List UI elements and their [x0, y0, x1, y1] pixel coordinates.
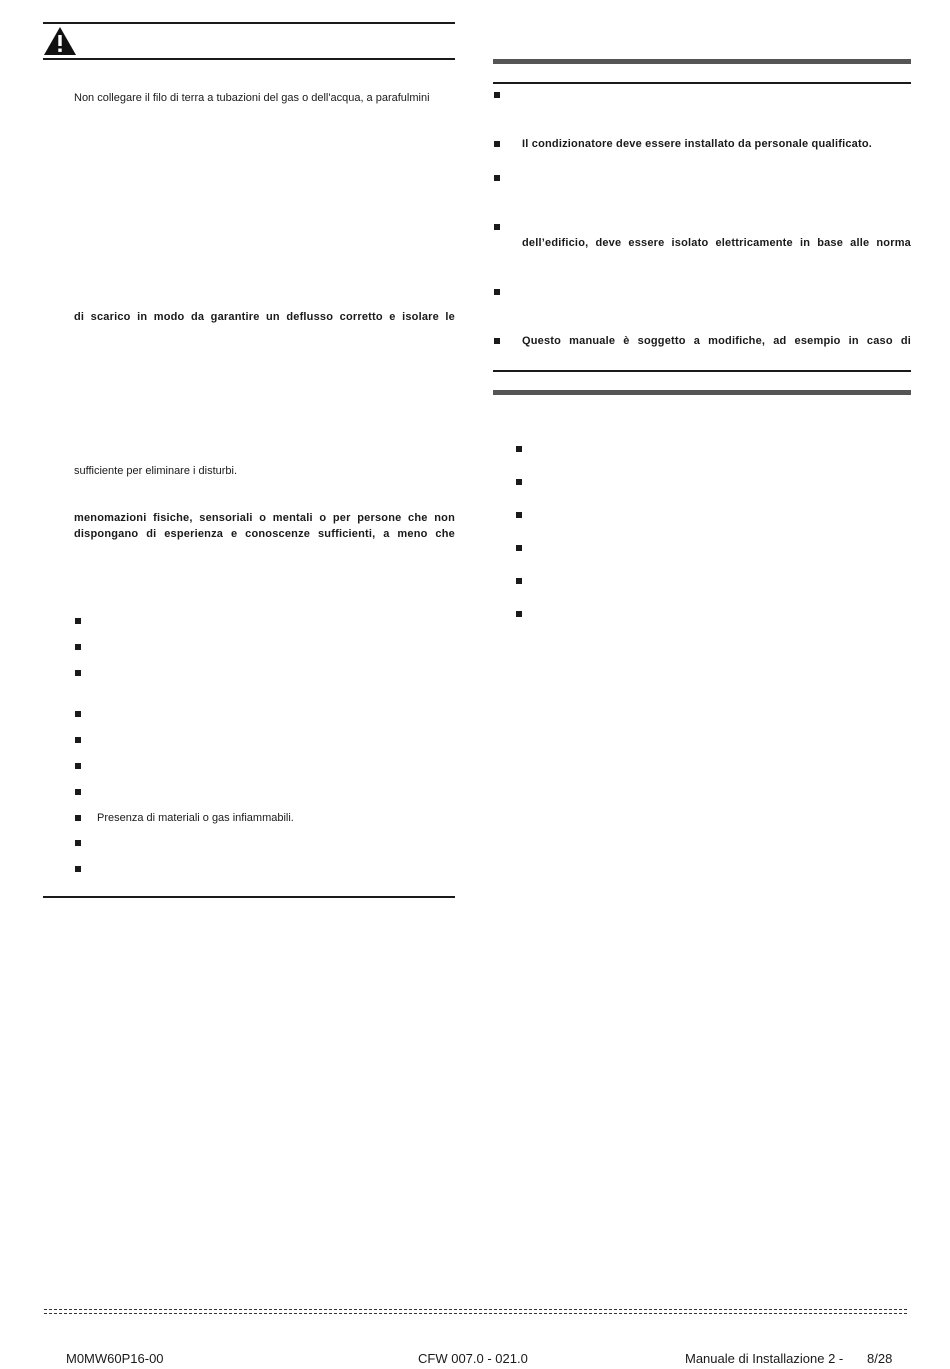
square-bullet-icon [75, 711, 81, 717]
paragraph-drain: di scarico in modo da garantire un deflusso corretto e isolare le [74, 311, 455, 323]
square-bullet-icon [75, 840, 81, 846]
square-bullet-icon [494, 289, 500, 295]
paragraph-disturbances: sufficiente per eliminare i disturbi. [74, 465, 238, 477]
list-item-building-insulation: dell’edificio, deve essere isolato elettricamente in base alle norma [522, 237, 911, 249]
square-bullet-icon [516, 545, 522, 551]
square-bullet-icon [75, 815, 81, 821]
square-bullet-icon [75, 670, 81, 676]
list-item-qualified-installer: Il condizionatore deve essere installato da personale qualificato. [522, 138, 873, 150]
square-bullet-icon [75, 763, 81, 769]
footer-dashed-rule-top [44, 1309, 907, 1310]
paragraph-disabilities-line1: menomazioni fisiche, sensoriali o mentali o per persone che non [74, 512, 455, 524]
square-bullet-icon [75, 644, 81, 650]
list-item-manual-changes: Questo manuale è soggetto a modifiche, ad esempio in caso di [522, 335, 911, 347]
square-bullet-icon [75, 737, 81, 743]
right-section-bar-2 [493, 390, 911, 395]
footer-dashed-rule-bottom [44, 1313, 907, 1314]
paragraph-disabilities-line2: dispongano di esperienza e conoscenze sufficienti, a meno che [74, 528, 455, 540]
square-bullet-icon [516, 611, 522, 617]
square-bullet-icon [75, 789, 81, 795]
right-section-rule-2 [493, 370, 911, 372]
footer-page-number: 8/28 [867, 1351, 893, 1366]
square-bullet-icon [516, 446, 522, 452]
footer-model-range: CFW 007.0 - 021.0 [418, 1351, 528, 1366]
square-bullet-icon [494, 338, 500, 344]
right-section-rule-1 [493, 82, 911, 84]
square-bullet-icon [494, 141, 500, 147]
square-bullet-icon [516, 479, 522, 485]
square-bullet-icon [516, 512, 522, 518]
warning-triangle-icon [43, 26, 77, 56]
right-section-bar-1 [493, 59, 911, 64]
footer-manual-title: Manuale di Installazione 2 - [685, 1351, 844, 1366]
square-bullet-icon [494, 175, 500, 181]
left-bottom-rule [43, 896, 455, 898]
square-bullet-icon [494, 224, 500, 230]
left-header-bottom-rule [43, 58, 455, 60]
square-bullet-icon [494, 92, 500, 98]
left-top-rule [43, 22, 455, 24]
square-bullet-icon [75, 866, 81, 872]
square-bullet-icon [75, 618, 81, 624]
footer-doc-code: M0MW60P16-00 [66, 1351, 164, 1366]
square-bullet-icon [516, 578, 522, 584]
paragraph-grounding: Non collegare il filo di terra a tubazioni del gas o dell'acqua, a parafulmini [74, 92, 430, 104]
list-item-flammable: Presenza di materiali o gas infiammabili. [97, 812, 294, 824]
